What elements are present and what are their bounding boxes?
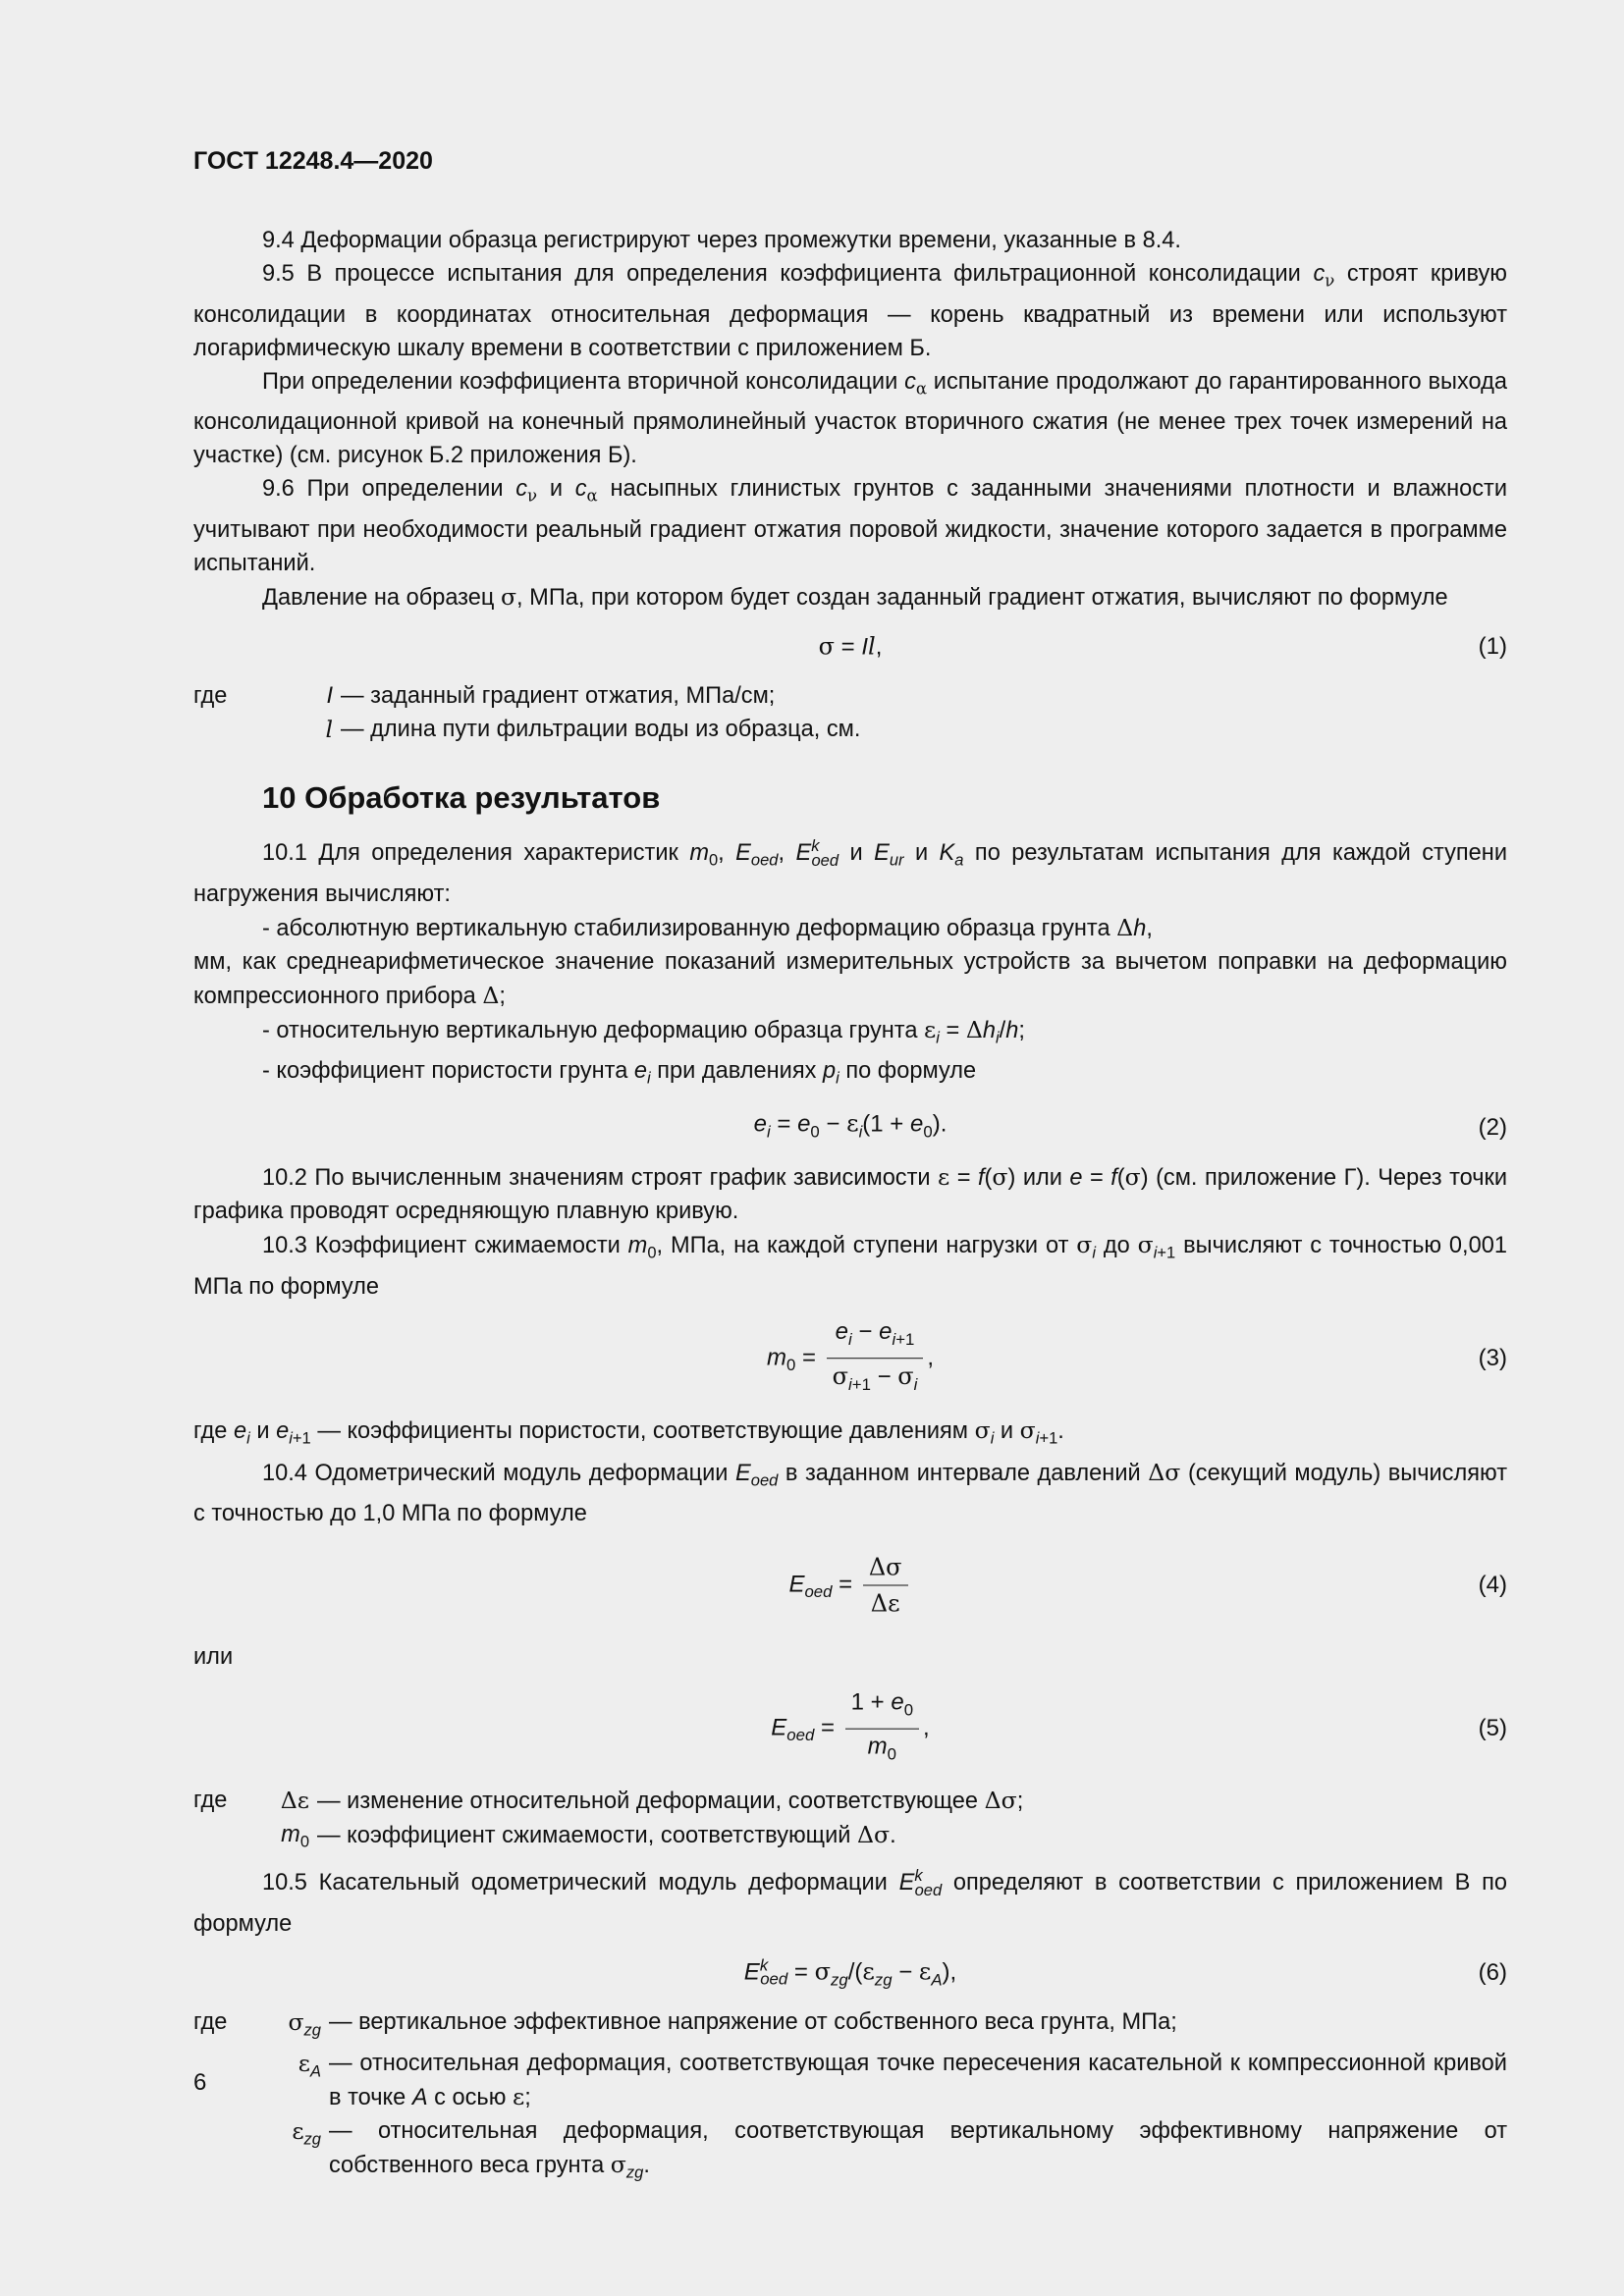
list-item-relative-deformation: - относительную вертикальную деформацию образца грунта $\varepsilon_i = \Delta h_i/h$; (262, 1015, 1025, 1047)
paragraph-9-6: 9.6 При определении $c_\nu$ и $c_\alpha$ насыпных глинистых грунтов с заданными значениями плотности и влажности учитывают при необходимости реальный градиент отжатия поровой жидкости, значение которого задается в программе испытаний. (193, 476, 1507, 577)
paragraph-10-1: 10.1 Для определения характеристик $m_0$, $E_{oed}$, $E^k_{oed}$ и $E_{ur}$ и $K_a$ по результатам испытания для каждой ступени нагружения вычисляют: (193, 836, 1507, 907)
where-block-5: где Δε — изменение относительной деформации, соответствующее Δσ; $m_0$ — коэффициент сжимаемости, соответствующий Δσ. (193, 1787, 1024, 1852)
formula-number: (1) (1478, 633, 1507, 661)
paragraph-9-5-secondary: При определении коэффициента вторичной консолидации $c_\alpha$ испытание продолжают до гарантированного выхода консолидационной кривой на конечный прямолинейный участок вторичного сжатия (не менее трех точек измерений на участке) (см. рисунок Б.2 приложения Б). (193, 368, 1507, 469)
formula-number: (6) (1478, 1958, 1507, 1986)
paragraph-9-5: 9.5 В процессе испытания для определения коэффициента фильтрационной консолидации $c_\nu$ строят кривую консолидации в координатах относительная деформация — корень квадратный из времени или используют логарифмическую шкалу времени в соответствии с приложением Б. (193, 261, 1508, 361)
formula-4: $E_{oed}$ = $\frac{\Delta\sigma}{\Delta\varepsilon}$ (4) (193, 1538, 1507, 1632)
paragraph-pressure: Давление на образец σ, МПа, при котором будет создан заданный градиент отжатия, вычисляют по формуле (262, 583, 1448, 612)
formula-number: (2) (1478, 1114, 1507, 1142)
page-number: 6 (193, 2069, 207, 2096)
paragraph-9-4: 9.4 Деформации образца регистрируют через промежутки времени, указанные в 8.4. (262, 228, 1181, 253)
list-item-absolute-deformation-cont: мм, как среднеарифметическое значение показаний измерительных устройств за вычетом поправки на деформацию компрессионного прибора Δ; (193, 948, 1507, 1009)
formula-5: $E_{oed}$ = $\frac{1 + e_0}{m_0}$ , (5) (193, 1682, 1507, 1776)
where-block-1: где I — заданный градиент отжатия, МПа/см; l — длина пути фильтрации воды из образца, см. (193, 683, 861, 744)
formula-2: $e_i = e_0 - \varepsilon_i(1 + e_0)$. (2) (193, 1103, 1507, 1152)
where-block-3: где $e_i$ и $e_{i+1}$ — коэффициенты пористости, соответствующие давлениям $\sigma_i$ и $\sigma_{i+1}$. (193, 1415, 1064, 1448)
where-block-6: где $\sigma_{zg}$ — вертикальное эффективное напряжение от собственного веса грунта, МПа; $\varepsilon_A$ — относительная деформация, соответствующая точке пересечения касательной к компрессионной кривой в точке A с осью ε; $\varepsilon_{zg}$ — относительная деформация, соответствующая вертикальному эффективному напряжение от собственного веса грунта $\sigma_{zg}$. (193, 2007, 1507, 2183)
document-body (193, 224, 1507, 2190)
list-item-porosity: - коэффициент пористости грунта $e_i$ при давлениях $p_i$ по формуле (262, 1058, 977, 1089)
formula-number: (4) (1478, 1572, 1507, 1599)
formula-number: (3) (1478, 1344, 1507, 1371)
formula-6: $E^k_{oed} = \sigma_{zg}/(\varepsilon_{zg} - \varepsilon_A)$, (6) (743, 1955, 1507, 1990)
section-title-10: 10 Обработка результатов (262, 780, 661, 816)
formula-3: $m_0$ = $\frac{e_i - e_{i+1}}{\sigma_{i+1} - \sigma_i}$ , (3) (193, 1311, 1507, 1406)
paragraph-10-2: 10.2 По вычисленным значениям строят график зависимости ε = f(σ) или e = f(σ) (см. приложение Г). Через точки графика проводят осредняющую плавную кривую. (193, 1163, 1508, 1225)
formula-1: σ = Il, (1) (193, 622, 1507, 671)
paragraph-10-3: 10.3 Коэффициент сжимаемости $m_0$, МПа, на каждой ступени нагрузки от $\sigma_i$ до $\sigma_{i+1}$ вычисляют с точностью 0,001 МПа по формуле (193, 1231, 1507, 1300)
paragraph-10-5: 10.5 Касательный одометрический модуль деформации $E^k_{oed}$ определяют в соответствии с приложением В по формуле (193, 1866, 1507, 1937)
list-item-absolute-deformation: - абсолютную вертикальную стабилизированную деформацию образца грунта Δh, (262, 913, 1153, 941)
paragraph-10-4: 10.4 Одометрический модуль деформации $E_{oed}$ в заданном интервале давлений Δσ (секущий модуль) вычисляют с точностью до 1,0 МПа по формуле (193, 1458, 1508, 1527)
page-header-doc-id: ГОСТ 12248.4—2020 (193, 147, 433, 175)
or-label: или (193, 1644, 234, 1671)
formula-number: (5) (1478, 1715, 1507, 1742)
